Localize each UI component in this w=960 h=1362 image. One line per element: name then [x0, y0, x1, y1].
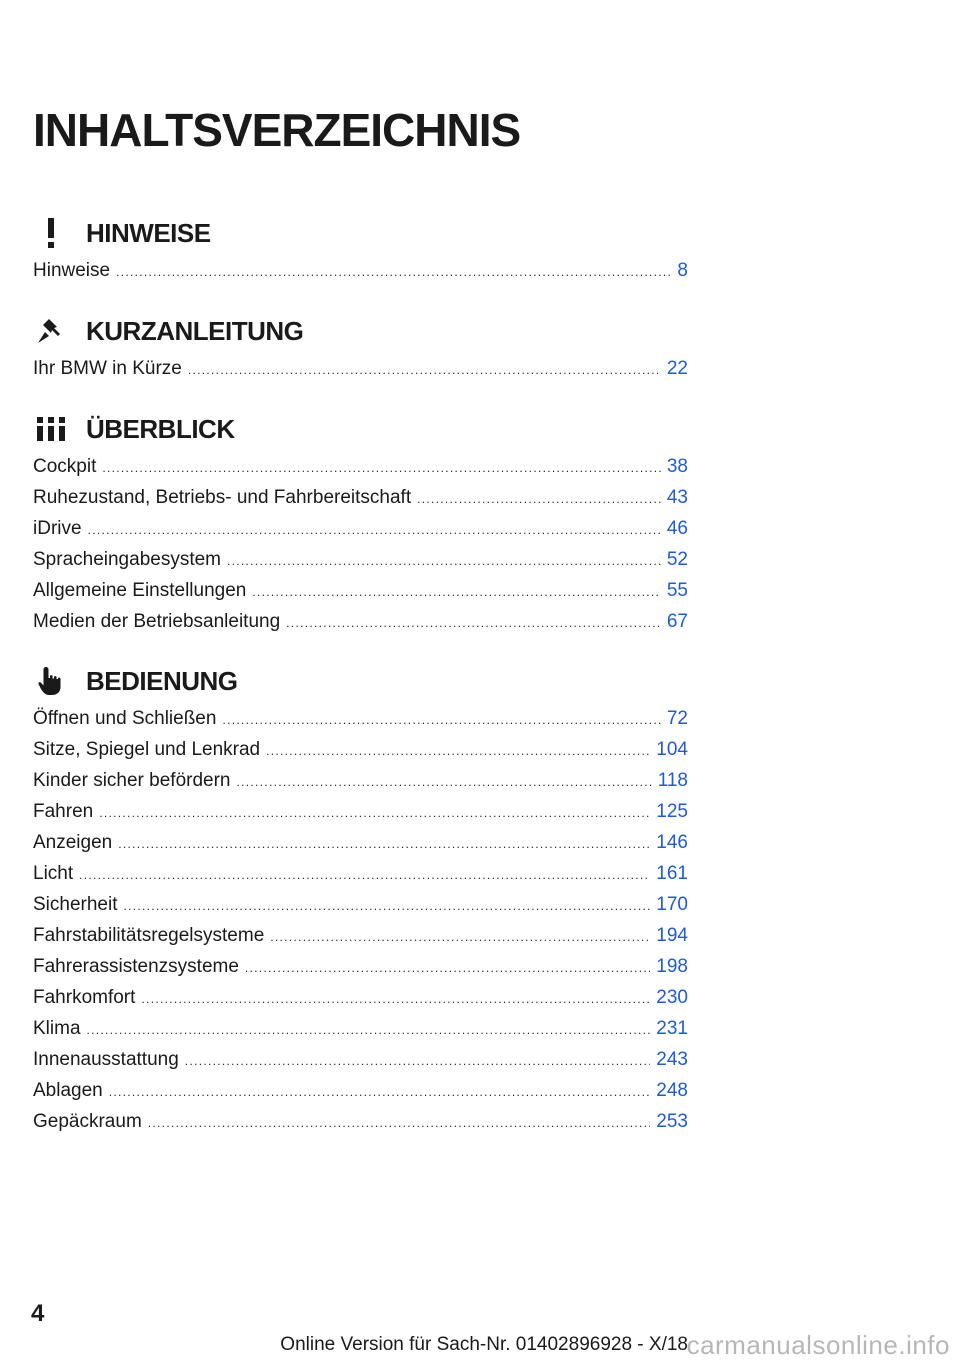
- toc-leader-dots: [88, 515, 661, 546]
- toc-entry[interactable]: [33, 920, 688, 951]
- toc-entry[interactable]: [33, 765, 688, 796]
- toc-leader-dots: [237, 767, 652, 798]
- toc-page-link[interactable]: 22: [666, 358, 688, 379]
- section-header: [33, 215, 688, 255]
- toc-leader-dots: [270, 922, 650, 953]
- toc-leader-dots: [116, 257, 671, 288]
- section-hinweise: [33, 215, 688, 286]
- toc-entry-label: Hinweise: [33, 260, 111, 281]
- toc-leader-dots: [124, 891, 651, 922]
- section-header: [33, 313, 688, 353]
- toc-entry-label: Sitze, Spiegel und Lenkrad: [33, 739, 261, 760]
- toc-page-link[interactable]: 194: [656, 925, 688, 946]
- toc-entry[interactable]: [33, 734, 688, 765]
- toc-page-link[interactable]: 52: [666, 549, 688, 570]
- toc-page-link[interactable]: 38: [666, 456, 688, 477]
- toc-entry-label: Ihr BMW in Kürze: [33, 358, 182, 379]
- toc-entry[interactable]: [33, 606, 688, 637]
- toc-entry-label: iDrive: [33, 518, 82, 539]
- toc-leader-dots: [417, 484, 661, 515]
- section-ueberblick: [33, 411, 688, 637]
- toc-entry[interactable]: [33, 513, 688, 544]
- toc-entry[interactable]: [33, 1013, 688, 1044]
- toc-leader-dots: [79, 860, 650, 891]
- toc-entry-label: Öffnen und Schließen: [33, 708, 217, 729]
- toc-entry[interactable]: [33, 575, 688, 606]
- toc-leader-dots: [286, 608, 661, 639]
- toc-entry[interactable]: [33, 544, 688, 575]
- hand-pointer-icon: [33, 665, 69, 697]
- toc-entry-label: Licht: [33, 863, 74, 884]
- toc-page-link[interactable]: 104: [656, 739, 688, 760]
- toc-page-link[interactable]: 231: [656, 1018, 688, 1039]
- toc-page-link[interactable]: 55: [666, 580, 688, 601]
- toc-entry[interactable]: [33, 982, 688, 1013]
- toc-page-link[interactable]: 43: [666, 487, 688, 508]
- toc-leader-dots: [109, 1077, 651, 1108]
- toc-page-link[interactable]: 72: [666, 708, 688, 729]
- section-title: ÜBERBLICK: [86, 414, 235, 444]
- toc-entry-label: Sicherheit: [33, 894, 118, 915]
- section-kurzanleitung: [33, 313, 688, 384]
- toc-entry-label: Allgemeine Einstellungen: [33, 580, 247, 601]
- toc-page-link[interactable]: 46: [666, 518, 688, 539]
- section-header: [33, 663, 688, 703]
- toc-leader-dots: [141, 984, 650, 1015]
- toc-entry-label: Klima: [33, 1018, 81, 1039]
- toc-entry-label: Medien der Betriebsanleitung: [33, 611, 281, 632]
- toc-entry[interactable]: [33, 703, 688, 734]
- toc-entry-label: Gepäckraum: [33, 1111, 142, 1132]
- toc-leader-dots: [266, 736, 650, 767]
- toc-page-link[interactable]: 243: [656, 1049, 688, 1070]
- toc-entry[interactable]: [33, 858, 688, 889]
- toc-entry-label: Fahrstabilitätsregelsysteme: [33, 925, 265, 946]
- toc-entry[interactable]: [33, 889, 688, 920]
- toc-entry[interactable]: [33, 451, 688, 482]
- toc-entry-label: Innenausstattung: [33, 1049, 179, 1070]
- toc-leader-dots: [245, 953, 650, 984]
- toc-entry-label: Spracheingabesystem: [33, 549, 221, 570]
- toc-page-link[interactable]: 170: [656, 894, 688, 915]
- toc-entry-label: Fahren: [33, 801, 94, 822]
- toc-page-link[interactable]: 230: [656, 987, 688, 1008]
- toc-page-link[interactable]: 248: [656, 1080, 688, 1101]
- toc-entry[interactable]: [33, 1075, 688, 1106]
- toc-leader-dots: [188, 355, 661, 386]
- toc-page-link[interactable]: 253: [656, 1111, 688, 1132]
- toc-page-link[interactable]: 146: [656, 832, 688, 853]
- toc-entry[interactable]: [33, 353, 688, 384]
- exclamation-icon: [33, 217, 69, 249]
- toc-leader-dots: [227, 546, 661, 577]
- toc-leader-dots: [252, 577, 660, 608]
- toc-leader-dots: [87, 1015, 651, 1046]
- page-title: INHALTSVERZEICHNIS: [33, 104, 521, 156]
- toc-entry[interactable]: [33, 796, 688, 827]
- toc-leader-dots: [118, 829, 650, 860]
- pin-icon: [33, 315, 69, 347]
- section-title: BEDIENUNG: [86, 666, 238, 696]
- toc-entry-label: Ruhezustand, Betriebs- und Fahrbereitschaft: [33, 487, 412, 508]
- toc-page-link[interactable]: 118: [657, 770, 688, 791]
- watermark: carmanualsonline.info: [686, 1330, 950, 1360]
- toc-entry-label: Ablagen: [33, 1080, 103, 1101]
- toc-leader-dots: [99, 798, 650, 829]
- toc-entry-label: Cockpit: [33, 456, 97, 477]
- toc-entry[interactable]: [33, 827, 688, 858]
- toc-leader-dots: [148, 1108, 651, 1139]
- page-number: 4: [31, 1300, 45, 1327]
- toc-page-link[interactable]: 125: [656, 801, 688, 822]
- toc-entry-label: Anzeigen: [33, 832, 113, 853]
- section-header: [33, 411, 688, 451]
- toc-entry[interactable]: [33, 255, 688, 286]
- toc-entry-label: Fahrkomfort: [33, 987, 136, 1008]
- toc-entry[interactable]: [33, 1044, 688, 1075]
- section-title: KURZANLEITUNG: [86, 316, 304, 346]
- toc-page-link[interactable]: 8: [677, 260, 688, 281]
- toc-page-link[interactable]: 67: [666, 611, 688, 632]
- footer-version-note: Online Version für Sach-Nr. 01402896928 - X/18: [280, 1334, 688, 1355]
- toc-leader-dots: [102, 453, 661, 484]
- toc-leader-dots: [222, 705, 660, 736]
- section-bedienung: [33, 663, 688, 1137]
- toc-leader-dots: [185, 1046, 651, 1077]
- toc-page-link[interactable]: 198: [656, 956, 688, 977]
- toc-entry-label: Kinder sicher befördern: [33, 770, 231, 791]
- toc-entry[interactable]: [33, 482, 688, 513]
- toc-entry-label: Fahrerassistenzsysteme: [33, 956, 239, 977]
- section-title: HINWEISE: [86, 218, 211, 248]
- toc-entry[interactable]: [33, 1106, 688, 1137]
- toc-entry[interactable]: [33, 951, 688, 982]
- toc-page-link[interactable]: 161: [656, 863, 688, 884]
- grid-icon: [33, 413, 69, 445]
